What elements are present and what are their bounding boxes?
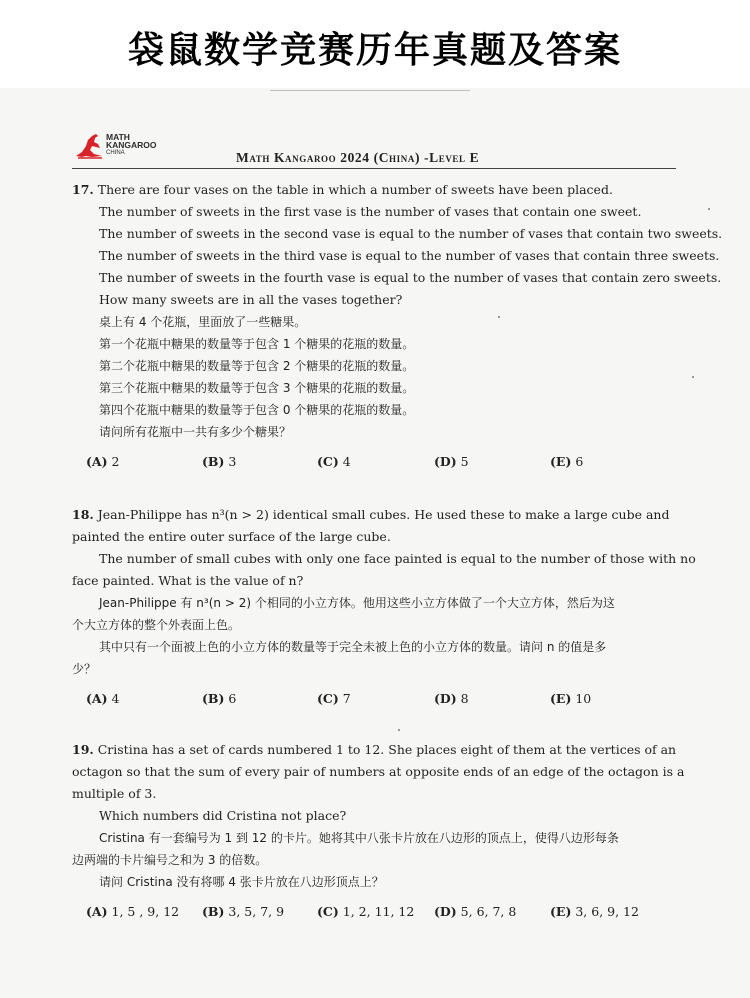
question-17 xyxy=(72,179,723,473)
question-number: 17. xyxy=(72,182,94,197)
option-b: (B) 3 xyxy=(202,454,237,469)
option-e: (E) 10 xyxy=(550,691,592,706)
option-d: (D) 5, 6, 7, 8 xyxy=(434,904,517,919)
question-text-line: face painted. What is the value of n? xyxy=(72,573,304,588)
option-c: (C) 1, 2, 11, 12 xyxy=(317,904,415,919)
question-text-line: The number of sweets in the third vase is equal to the number of vases that contain three sweets. xyxy=(99,248,720,263)
logo-line-math: MATH xyxy=(106,132,130,142)
top-divider xyxy=(270,90,470,91)
option-e: (E) 3, 6, 9, 12 xyxy=(550,904,639,919)
question-text-line: Cristina has a set of cards numbered 1 to 12. She places eight of them at the vertices of an xyxy=(97,742,677,757)
question-19 xyxy=(72,739,685,923)
question-text-line: 第三个花瓶中糖果的数量等于包含 3 个糖果的花瓶的数量。 xyxy=(99,381,415,395)
question-18 xyxy=(72,504,696,710)
question-text-line: The number of small cubes with only one face painted is equal to the number of those with no xyxy=(99,551,696,566)
option-e: (E) 6 xyxy=(550,454,584,469)
logo-line-china: CHINA xyxy=(106,150,125,156)
question-text-line: There are four vases on the table in which a number of sweets have been placed. xyxy=(97,182,613,197)
scan-speck xyxy=(692,376,694,378)
question-text-line: 请问 Cristina 没有将哪 4 张卡片放在八边形顶点上？ xyxy=(99,875,384,889)
question-text-line: 第一个花瓶中糖果的数量等于包含 1 个糖果的花瓶的数量。 xyxy=(99,337,415,351)
question-text-line: 请问所有花瓶中一共有多少个糖果？ xyxy=(99,425,292,439)
question-text-line: 第四个花瓶中糖果的数量等于包含 0 个糖果的花瓶的数量。 xyxy=(99,403,415,417)
option-a: (A) 1, 5 , 9, 12 xyxy=(86,904,180,919)
scanned-page xyxy=(0,88,750,998)
logo-line-kangaroo: KANGAROO xyxy=(106,140,157,150)
question-text-line: multiple of 3. xyxy=(72,786,157,801)
question-text-line: How many sweets are in all the vases together? xyxy=(99,292,403,307)
option-c: (C) 4 xyxy=(317,454,351,469)
question-text-line: Jean-Philippe 有 n³(n > 2) 个相同的小立方体。他用这些小立方体做了一个大立方体，然后为这 xyxy=(99,596,615,610)
answer-options xyxy=(72,451,670,473)
question-text-line: 少？ xyxy=(72,662,97,676)
scan-speck xyxy=(498,316,500,318)
option-c: (C) 7 xyxy=(317,691,351,706)
question-text-line: Which numbers did Cristina not place? xyxy=(99,808,347,823)
question-text-line: 个大立方体的整个外表面上色。 xyxy=(72,618,241,632)
question-text-line: 第二个花瓶中糖果的数量等于包含 2 个糖果的花瓶的数量。 xyxy=(99,359,415,373)
question-text-line: The number of sweets in the fourth vase is equal to the number of vases that contain zero sweets. xyxy=(99,270,722,285)
kangaroo-icon xyxy=(74,132,106,160)
answer-options xyxy=(72,688,670,710)
option-d: (D) 8 xyxy=(434,691,469,706)
question-text-line: 边两端的卡片编号之和为 3 的倍数。 xyxy=(72,853,268,867)
option-d: (D) 5 xyxy=(434,454,469,469)
banner xyxy=(0,0,750,88)
option-b: (B) 3, 5, 7, 9 xyxy=(202,904,285,919)
question-number: 19. xyxy=(72,742,94,757)
question-text-line: Cristina 有一套编号为 1 到 12 的卡片。她将其中八张卡片放在八边形的顶点上，使得八边形每条 xyxy=(99,831,619,845)
math-kangaroo-logo xyxy=(74,132,174,162)
banner-title: 袋鼠数学竞赛历年真题及答案 xyxy=(127,30,622,71)
question-text-line: The number of sweets in the first vase is the number of vases that contain one sweet. xyxy=(99,204,642,219)
page-header-title: Math Kangaroo 2024 (China) -Level E xyxy=(236,150,480,165)
answer-options xyxy=(72,901,670,923)
header-rule xyxy=(72,168,676,169)
question-number: 18. xyxy=(72,507,94,522)
question-text-line: painted the entire outer surface of the large cube. xyxy=(72,529,391,544)
question-text-line: Jean-Philippe has n³(n > 2) identical small cubes. He used these to make a large cube and xyxy=(97,507,670,522)
option-b: (B) 6 xyxy=(202,691,237,706)
scan-speck xyxy=(708,208,710,210)
question-text-line: 桌上有 4 个花瓶，里面放了一些糖果。 xyxy=(99,315,307,329)
question-text-line: octagon so that the sum of every pair of numbers at opposite ends of an edge of the octagon is a xyxy=(72,764,685,779)
option-a: (A) 2 xyxy=(86,454,120,469)
option-a: (A) 4 xyxy=(86,691,120,706)
question-text-line: The number of sweets in the second vase is equal to the number of vases that contain two sweets. xyxy=(99,226,723,241)
scan-speck xyxy=(398,729,400,731)
question-text-line: 其中只有一个面被上色的小立方体的数量等于完全未被上色的小立方体的数量。请问 n 的值是多 xyxy=(99,640,607,654)
